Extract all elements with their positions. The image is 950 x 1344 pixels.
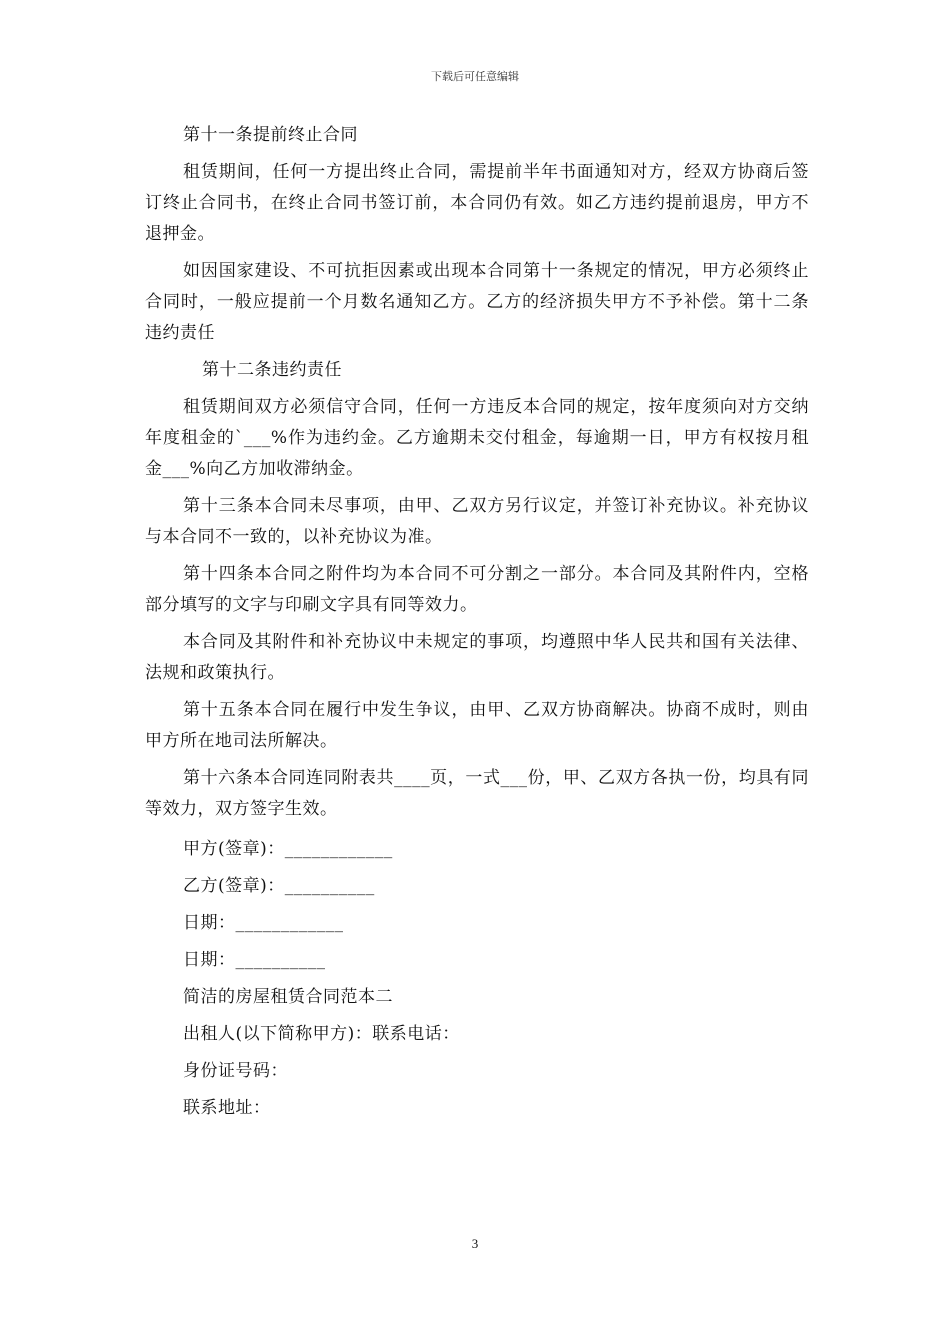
clause-16: 第十六条本合同连同附表共____页，一式___份，甲、乙双方各执一份，均具有同等效力，双方签字生效。 <box>145 768 809 819</box>
id-number-line: 身份证号码： <box>183 1061 288 1081</box>
paragraph-early-termination: 租赁期间，任何一方提出终止合同，需提前半年书面通知对方，经双方协商后签订终止合同书，在终止合同书签订前，本合同仍有效。如乙方违约提前退房，甲方不退押金。 <box>145 162 809 244</box>
date-line-1: 日期：____________ <box>183 913 344 933</box>
page-header: 下载后可任意编辑 <box>431 70 519 83</box>
document-body <box>145 120 809 1127</box>
party-b-signature-line: 乙方(签章)：__________ <box>183 876 375 896</box>
party-a-signature-line: 甲方(签章)：____________ <box>183 839 393 859</box>
paragraph-applicable-law: 本合同及其附件和补充协议中未规定的事项，均遵照中华人民共和国有关法律、法规和政策执行。 <box>145 632 809 683</box>
paragraph-force-majeure: 如因国家建设、不可抗拒因素或出现本合同第十一条规定的情况，甲方必须终止合同时，一般应提前一个月数名通知乙方。乙方的经济损失甲方不予补偿。第十二条违约责任 <box>145 261 809 343</box>
clause-13: 第十三条本合同未尽事项，由甲、乙双方另行议定，并签订补充协议。补充协议与本合同不一致的，以补充协议为准。 <box>145 496 809 547</box>
paragraph-breach-liability: 租赁期间双方必须信守合同，任何一方违反本合同的规定，按年度须向对方交纳年度租金的`___%作为违约金。乙方逾期未交付租金，每逾期一日，甲方有权按月租金___%向乙方加收滞纳金。 <box>145 397 809 479</box>
date-line-2: 日期：__________ <box>183 950 326 970</box>
page-number: 3 <box>471 1236 479 1251</box>
contact-address-line: 联系地址： <box>183 1098 271 1118</box>
clause-12-title: 第十二条违约责任 <box>202 360 342 380</box>
clause-11-title: 第十一条提前终止合同 <box>183 125 358 145</box>
clause-14: 第十四条本合同之附件均为本合同不可分割之一部分。本合同及其附件内，空格部分填写的文字与印刷文字具有同等效力。 <box>145 564 809 615</box>
lessor-line: 出租人(以下简称甲方)：联系电话： <box>183 1024 460 1044</box>
template-two-title: 简洁的房屋租赁合同范本二 <box>183 987 393 1007</box>
clause-15: 第十五条本合同在履行中发生争议，由甲、乙双方协商解决。协商不成时，则由甲方所在地司法所解决。 <box>145 700 809 751</box>
